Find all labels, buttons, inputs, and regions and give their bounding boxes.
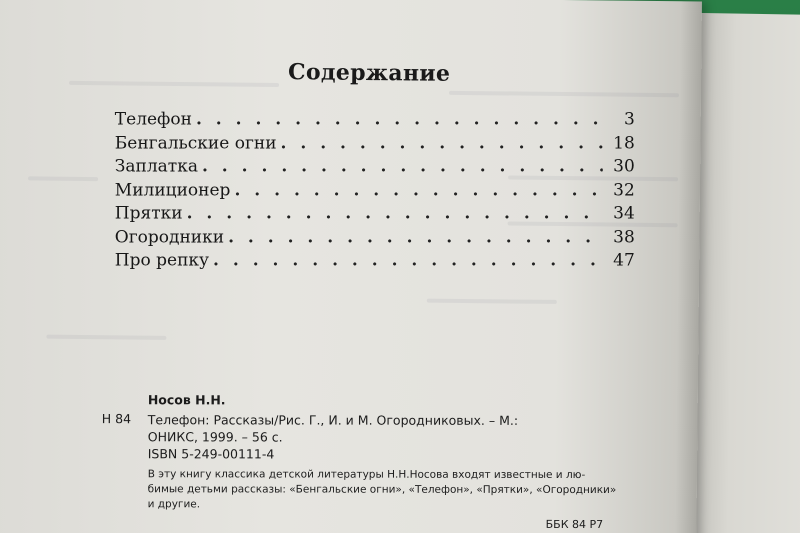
toc-entry: [115, 109, 635, 133]
toc-leader-dots: [234, 180, 602, 200]
toc-entry: [115, 203, 635, 227]
show-through-line: [28, 176, 98, 181]
toc-entry: [115, 156, 635, 180]
toc-entry-title: Бенгальские огни: [114, 132, 277, 153]
show-through-line: [427, 299, 557, 304]
toc-leader-dots: [202, 156, 603, 176]
bibliographic-record: [98, 392, 658, 532]
toc-entry-title: Телефон: [114, 109, 192, 130]
toc-leader-dots: [196, 109, 603, 129]
isbn: ISBN 5-249-00111-4: [147, 446, 275, 462]
toc-leader-dots: [281, 133, 603, 153]
description-line: Телефон: Рассказы/Рис. Г., И. и М. Огородниковых. – М.:: [147, 412, 519, 428]
toc-entry-title: Огородники: [114, 226, 225, 247]
show-through-line: [449, 91, 679, 97]
toc-entry-page: 3: [623, 109, 635, 130]
toc-entry-title: Про репку: [114, 250, 210, 271]
toc-entry: [115, 180, 635, 203]
catalog-code: Н 84: [101, 411, 132, 427]
show-through-line: [46, 335, 166, 340]
bbk-code: ББК 84 Р7: [545, 517, 604, 532]
page-title: Содержание: [287, 59, 451, 87]
table-of-contents: [115, 109, 635, 274]
toc-entry: [115, 250, 635, 274]
bibliographic-description: [148, 411, 628, 463]
toc-leader-dots: [213, 250, 603, 270]
toc-leader-dots: [228, 227, 603, 247]
facing-page: [685, 13, 800, 533]
toc-entry-page: 18: [613, 132, 635, 153]
annotation: [148, 467, 648, 513]
toc-entry-title: Прятки: [114, 203, 183, 224]
description-line: ОНИКС, 1999. – 56 с.: [147, 429, 283, 445]
toc-leader-dots: [187, 203, 603, 223]
toc-entry-title: Милиционер: [114, 179, 231, 200]
toc-entry-page: 38: [613, 226, 635, 247]
toc-entry: [115, 227, 635, 250]
toc-entry-page: 47: [613, 250, 635, 271]
toc-entry-page: 30: [613, 156, 635, 177]
toc-entry-page: 34: [613, 203, 635, 224]
toc-entry: [115, 133, 635, 156]
annotation-line: бимые детьми рассказы: «Бенгальские огни», «Телефон», «Прятки», «Огородники»: [147, 483, 617, 497]
annotation-line: В эту книгу классика детской литературы Н.Н.Носова входят известные и лю-: [147, 468, 586, 482]
toc-entry-title: Заплатка: [114, 156, 198, 177]
annotation-line: и другие.: [147, 498, 201, 511]
toc-entry-page: 32: [613, 179, 635, 200]
author-name: Носов Н.Н.: [147, 392, 226, 408]
